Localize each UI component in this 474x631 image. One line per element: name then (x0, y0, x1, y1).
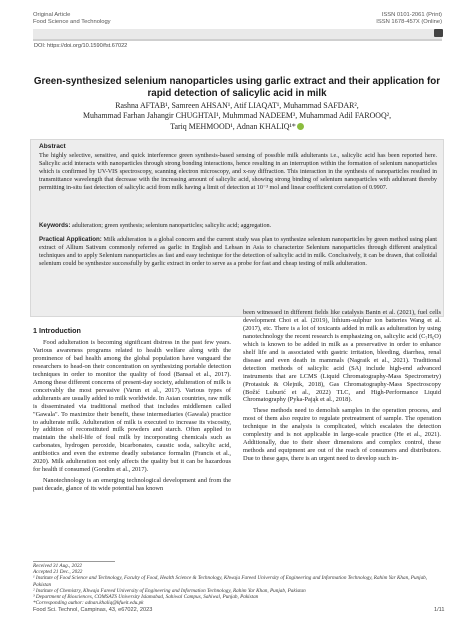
intro-paragraph-1: Food adulteration is becoming significant distress in the past few years. Various awareness programs related to health welfare along with the prominence of bad health among the global population have vanguard the researchers to head-on their concentration on synthesizing portable detection techniques in order to monitor the quality of food (Bansal et al., 2017). Among these different concerns of present-day society, adulteration of milk is conceivably the most pervasive (Varun et al., 2017). Various types of adulterants are usually added to milk worldwide. In Asian countries, raw milk is disseminated via traditional method that includes middlemen called "Gawala". To maximize their benefit, these intermediaries (Gawala) practice to adulterate milk. Adulteration of milk is executed to increase its viscosity, by addition of reconstituted milk powders and starch. Often applied to maintain the shelf-life of foul milk by incorporating chemicals such as carbonates, hydrogen peroxide, bicarbonates, caustic soda, salicylic acid, antibiotics and even the extreme deadly substance formalin (Francis et al., 2020). Milk adulteration not only affects the quality but it can be hazardous for health if consumed (Gondim et al., 2017). (33, 339, 231, 474)
corresponding-author[interactable]: *Corresponding author: adnan.khaliq@kfueit.edu.pk (33, 600, 144, 607)
practical-label: Practical Application: (39, 236, 102, 243)
issn-online: ISSN 1678-457X (Online) (376, 19, 442, 25)
affiliation-2: ² Institute of Chemistry, Khwaja Fareed University of Engineering and Information Technology, Rahim Yar Khan, Punjab, Pakistan (33, 587, 306, 594)
abstract-text: The highly selective, sensitive, and quick interference green synthesis-based sensing of possible milk adulterants i.e., salicylic acid has been reported here. Salicylic acid interacts with nanoparticles through strong bonding interactions, hence resulting in an interruption within the formation of selenium nanoparticles which is confirmed by UV-VIS spectroscopy, scanning electron microscopy, and x-ray diffraction. This interaction in the synthesis of nanoparticles resulted in transmittance wavelength that decrease with the increasing amount of salicylic acid, showing strong binding of selenium nanoparticles with adulterant thereby permitting in-situ fast detection of salicylic acid from milk having a limit of detection at 10⁻³ mol and linear coefficient correlation of 0.9907. (39, 153, 437, 192)
keywords (39, 222, 437, 230)
footnotes (33, 563, 443, 606)
orcid-icon[interactable] (297, 123, 304, 130)
article-type: Original Article (33, 12, 71, 18)
article-title: Green-synthesized selenium nanoparticles using garlic extract and their application for rapid detection of salicylic acid in milk (33, 76, 441, 99)
section-heading-introduction: 1 Introduction (33, 326, 81, 335)
journal-name: Food Science and Technology (33, 19, 111, 25)
header-band (33, 29, 442, 39)
author-line-3-text: Tariq MEHMOOD¹, Adnan KHALIQ¹* (170, 121, 296, 131)
keywords-label: Keywords: (39, 222, 71, 229)
page-number: 1/11 (434, 607, 445, 613)
keywords-text: adulteration; green synthesis; selenium nanoparticles; salicylic acid; aggregation. (71, 223, 272, 229)
intro-paragraph-3: been witnessed in different fields like catalysis Banin et al. (2021), fuel cells development Choi et al. (2019), lithium-sulphur ion batteries Wang et al. (2017), etc. There is a lot of toxicants added in milk as adulteration by using nanotechnology the recent research is emphasizing on, salicylic acid (C₇H₆O) which is known to be added in milk as a preservative in order to enhance shelf life and is associated with gastric irritation, bleeding, diarrhea, renal disease and even death in mammals (Nagraik et al., 2021). Traditional detection methods of salicylic acid (SA) include high-end advanced instruments that are LCMS (Liquid Chromatography-Mass Spectrometry) (Protasiuk & Olejnik, 2018), Gas Chromatography-Mass Spectroscopy (Božić Luburić et al., 2022) TLC, and High-Performance Liquid Chromatography (Pyka-Pająk et al., 2018). (243, 309, 441, 404)
author-line-2: Muhammad Farhan Jahangir CHUGHTAI¹, Muhmmad NADEEM³, Muhammad Adil FAROOQ², (82, 111, 392, 121)
affiliation-3: ³ Department of Biosciences, COMSATS University Islamabad, Sahiwal Campus, Sahiwal, Punjab, Pakistan (33, 594, 259, 601)
author-line-1: Rashna AFTAB¹, Samreen AHSAN¹, Atif LIAQAT¹, Muhammad SAFDAR², (115, 101, 359, 110)
header-band-stripe (33, 39, 442, 41)
practical-application (39, 236, 437, 268)
intro-paragraph-2: Nanotechnology is an emerging technological development and from the past decade, glance of its wide potential has known (33, 477, 231, 493)
practical-text: Milk adulteration is a global concern and the current study was plan to synthesize selenium nanoparticles by green method using plant extract of Allium Sativum commonly referred as garlic in English and Lehsan in Asia to characterize Selenium nanoparticles through different analytical techniques and to apply Selenium nanoparticles as fast and easy technique for the detection of salicylic acid in milk. Conclusively, it can be drawn, that colloidal selenium could be synthesize successfully by garlic extract in order to serve as a probe for fast and cheap testing of milk adulteration. (39, 237, 437, 268)
author-list (30, 101, 444, 132)
author-line-3 (30, 122, 444, 132)
left-column (33, 339, 231, 493)
issn-print: ISSN 0101-2061 (Print) (381, 12, 442, 18)
footnote-rule (33, 561, 115, 562)
intro-paragraph-4: These methods need to demolish samples in the operation process, and most of them also require to regulate pretreatment of sample. The operation technique in the analysis is complicated, which escalates the detection complexity and is not applicable in large-scale practice (He et al., 2021). Additionally, due to their sheer dimensions and complex control, these methods and equipment are out of the reach of consumers and distributors. Due to these gaps, there is an urgent need to develop such in- (243, 407, 441, 463)
received-date: Received 31 Aug., 2022 (33, 563, 83, 569)
doi-link[interactable]: DOI: https://doi.org/10.1590/fst.67022 (34, 43, 128, 49)
accepted-date: Accepted 21 Dec., 2022 (33, 569, 83, 576)
right-column (243, 309, 441, 463)
cc-license-icon[interactable] (434, 29, 443, 37)
affiliation-1: ¹ Institute of Food Science and Technology, Faculty of Food, Health Science & Technology, Khwaja Fareed University of Engineering and Information Technology, Rahim Yar Khan, Punjab, Pakistan (33, 575, 428, 588)
abstract-heading: Abstract (39, 143, 66, 150)
footer-citation: Food Sci. Technol, Campinas, 43, e67022, 2023 (33, 607, 153, 613)
